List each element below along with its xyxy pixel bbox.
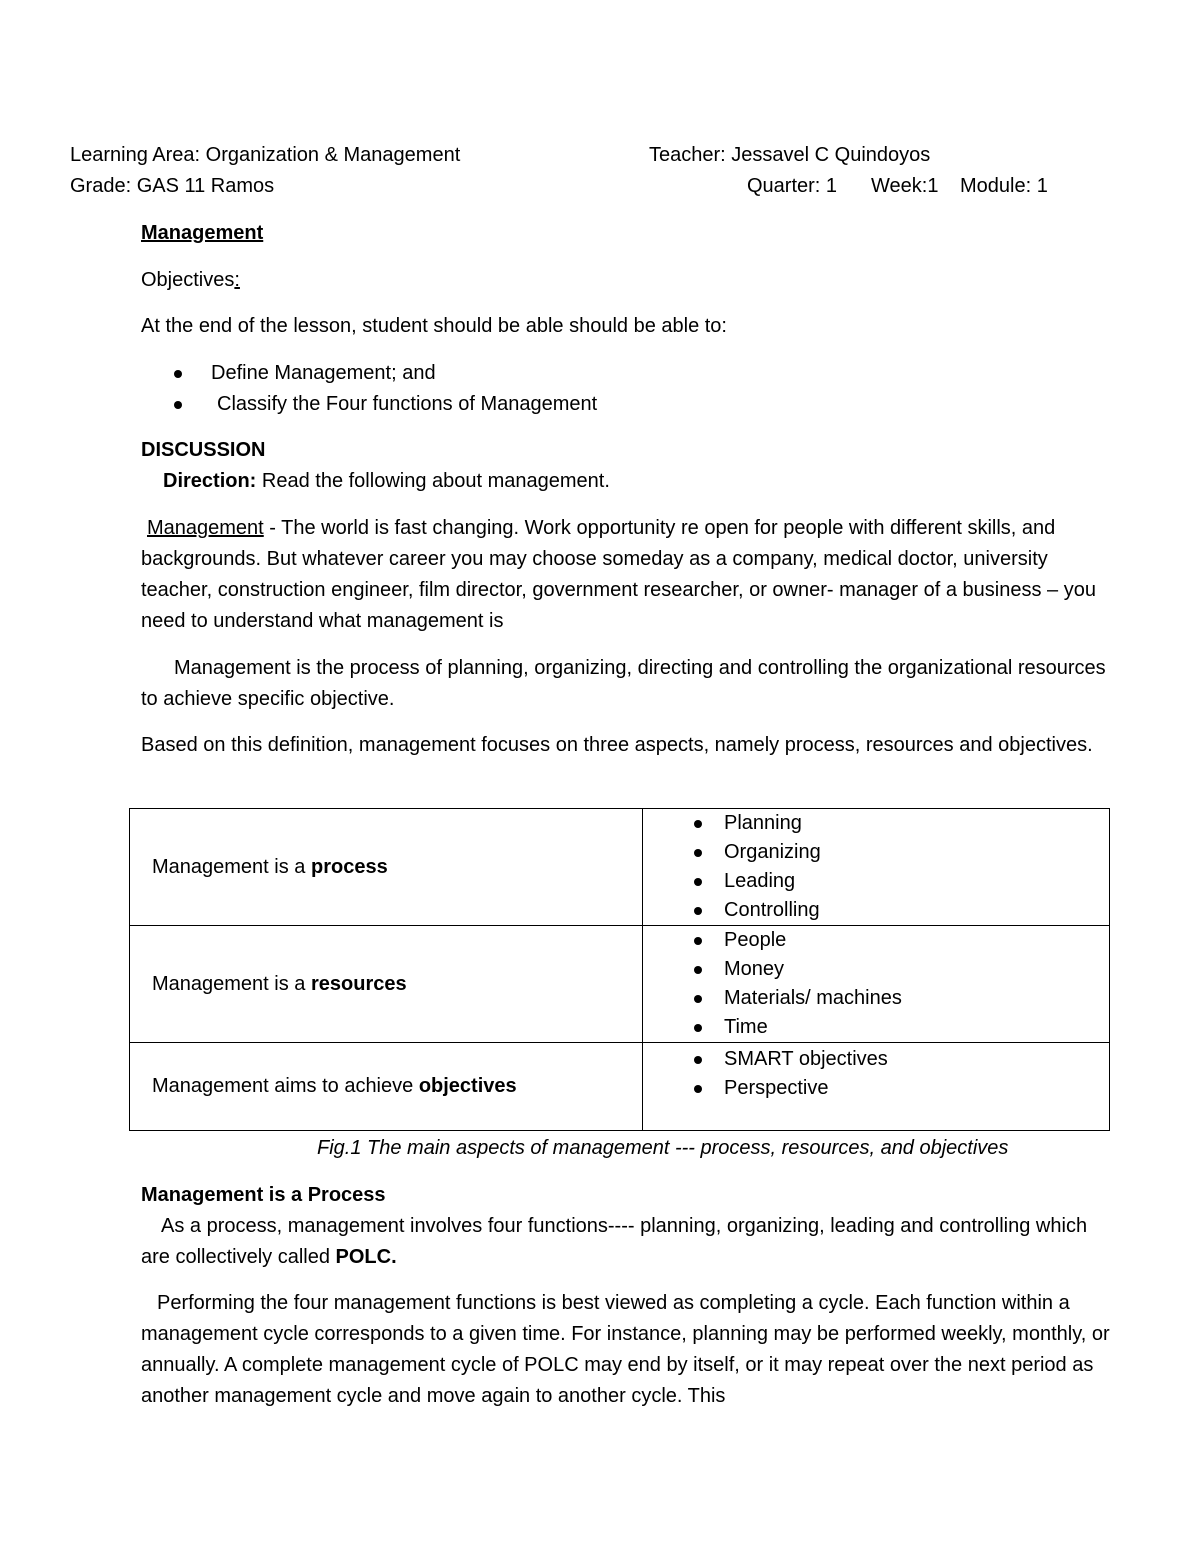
process-heading: Management is a Process xyxy=(141,1184,386,1206)
aspect-list xyxy=(643,1045,1109,1103)
table-row xyxy=(130,809,1110,926)
aspect-bold: process xyxy=(310,855,388,878)
teacher: Teacher: Jessavel C Quindoyos xyxy=(649,144,931,166)
learning-area: Learning Area: Organization & Management xyxy=(70,144,461,166)
table-cell-items xyxy=(643,809,1110,926)
list-item: Controlling xyxy=(643,896,1109,925)
table-row xyxy=(130,1043,1110,1131)
paragraph-cycle: Performing the four management functions is best viewed as completing a cycle. Each function within a management cycle corresponds to a given time. For instance, planning may be performed weekly, monthly, or annually. A complete management cycle of POLC may end by itself, or it may repeat over the next period as another management cycle and move again to another cycle. This xyxy=(141,1292,1110,1407)
list-item: Money xyxy=(643,955,1109,984)
aspect-list xyxy=(643,926,1109,1042)
list-item: Time xyxy=(643,1013,1109,1042)
paragraph-definition: Management is the process of planning, organizing, directing and controlling the organizational resources to achieve specific objective. xyxy=(141,657,1106,710)
aspect-lead: Management is a xyxy=(152,855,311,878)
polc-term: POLC. xyxy=(335,1246,397,1268)
list-item: SMART objectives xyxy=(643,1045,1109,1074)
paragraph-aspects: Based on this definition, management focuses on three aspects, namely process, resources and objectives. xyxy=(141,734,1093,756)
objective-item: Classify the Four functions of Management xyxy=(141,389,1116,420)
aspects-table xyxy=(129,808,1110,1131)
table-row xyxy=(130,926,1110,1043)
paragraph-management-text: - The world is fast changing. Work opportunity re open for people with different skills, and backgrounds. But whatever career you may choose someday as a company, medical doctor, university teacher, construction engineer, film director, government researcher, or owner- manager of a business – you need to understand what management is xyxy=(141,517,1096,632)
table-cell-items xyxy=(643,1043,1110,1131)
aspect-bold: resources xyxy=(310,972,407,995)
table-caption: Fig.1 The main aspects of management --- process, resources, and objectives xyxy=(317,1137,1009,1159)
table-cell-aspect xyxy=(130,809,643,926)
objective-item: Define Management; and xyxy=(141,358,1116,389)
list-item: Planning xyxy=(643,809,1109,838)
module: Module: 1 xyxy=(960,175,1048,197)
list-item: Organizing xyxy=(643,838,1109,867)
direction xyxy=(163,466,610,497)
week: Week:1 xyxy=(871,175,939,197)
aspect-list xyxy=(643,809,1109,925)
objectives-intro: At the end of the lesson, student should be able should be able to: xyxy=(141,315,727,337)
table-cell-aspect xyxy=(130,926,643,1043)
objectives-colon: : xyxy=(234,269,240,291)
paragraph-management xyxy=(141,513,1116,637)
aspect-lead: Management aims to achieve xyxy=(152,1075,419,1097)
paragraph-process xyxy=(141,1211,1116,1273)
discussion-heading: DISCUSSION xyxy=(141,439,266,461)
list-item: Perspective xyxy=(643,1074,1109,1103)
objectives-list xyxy=(141,358,1116,420)
aspect-lead: Management is a xyxy=(152,972,311,995)
list-item: Leading xyxy=(643,867,1109,896)
list-item: People xyxy=(643,926,1109,955)
term-management: Management xyxy=(147,517,264,539)
objectives-label xyxy=(141,265,240,296)
table-cell-aspect xyxy=(130,1043,643,1131)
direction-label: Direction: xyxy=(163,470,257,492)
quarter: Quarter: 1 xyxy=(747,175,838,197)
direction-text: Read the following about management. xyxy=(256,470,610,492)
table-cell-items xyxy=(643,926,1110,1043)
paragraph-process-text: As a process, management involves four functions---- planning, organizing, leading and controlling which are collectively called xyxy=(141,1215,1088,1268)
list-item: Materials/ machines xyxy=(643,984,1109,1013)
aspect-bold: objectives xyxy=(418,1075,517,1097)
page-title: Management xyxy=(141,222,264,244)
grade: Grade: GAS 11 Ramos xyxy=(70,175,275,197)
objectives-label-text: Objectives xyxy=(141,269,235,291)
